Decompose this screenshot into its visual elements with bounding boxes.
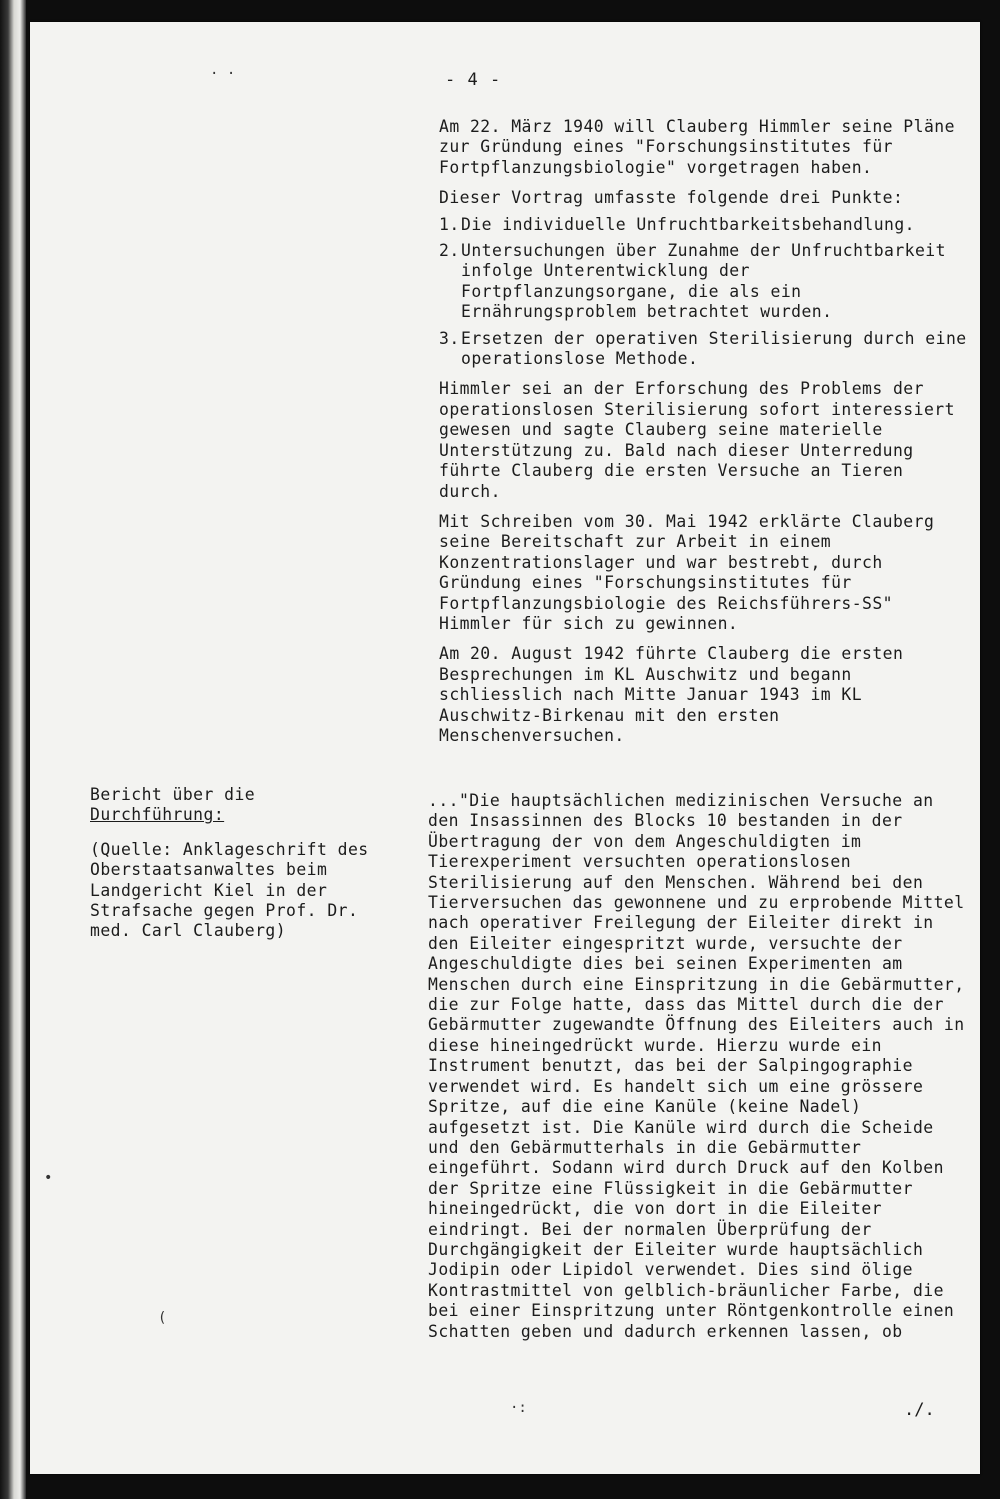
list-text: Die individuelle Unfruchtbarkeitsbehandlung. xyxy=(461,214,915,234)
quote-text: ..."Die hauptsächlichen medizinischen Versuche an den Insassinnen des Blocks 10 bestanden in der Übertragung der von dem Angeschuldigten im Tierexperiment versuchten operationslosen Sterilisierung auf den Menschen. Während bei den Tierversuchen das gewonnene und zu erprobende Mittel nach operativer Freilegung der Eileiter direkt in den Eileiter eingespritzt wurde, versuchte der Angeschuldigte dies bei seinen Experimenten am Menschen durch eine Einspritzung in die Gebärmutter, die zur Folge hatte, dass das Mittel durch die der Gebärmutter zugewandte Öffnung des Eileiters auch in diese hineingedrückt wurde. Hierzu wurde ein Instrument benutzt, das bei der Salpingographie verwendet wird. Es handelt sich um eine grössere Spritze, auf die eine Kanüle (keine Nadel) aufgesetzt ist. Die Kanüle wird durch die Scheide und den Gebärmutterhals in die Gebärmutter eingeführt. Sodann wird durch Druck auf den Kolben der Spritze eine Flüssigkeit in die Gebärmutter hineingedrückt, die von dort in die Eileiter eindringt. Bei der normalen Überprüfung der Durchgängigkeit der Eileiter wurde hauptsächlich Jodipin oder Lipidol verwendet. Dies sind ölige Kontrastmittel von gelblich-bräunlicher Farbe, die bei einer Einspritzung unter Röntgenkontrolle einen Schatten geben und dadurch erkennen lassen, ob xyxy=(428,791,965,1341)
margin-dot: • xyxy=(44,1170,53,1186)
document-page xyxy=(30,22,980,1474)
intro-paragraph: Am 22. März 1940 will Clauberg Himmler seine Pläne zur Gründung eines "Forschungsinstitutes für Fortpflanzungsbiologie" vorgetragen haben. xyxy=(439,117,955,177)
bottom-dots: ·: xyxy=(510,1400,527,1416)
top-marks: . . xyxy=(210,62,236,78)
indictment-quote xyxy=(428,791,974,1342)
continued-mark: ./. xyxy=(904,1400,935,1420)
lecture-intro: Dieser Vortrag umfasste folgende drei Punkte: xyxy=(439,188,904,208)
list-text: Untersuchungen über Zunahme der Unfruchtbarkeit infolge Unterentwicklung der Fortpflanzungsorgane, die als ein Ernährungsproblem betrachtet wurden. xyxy=(461,241,946,322)
margin-note xyxy=(90,785,390,942)
source-citation: (Quelle: Anklageschrift des Oberstaatsanwaltes beim Landgericht Kiel in der Strafsache gegen Prof. Dr. med. Carl Clauberg) xyxy=(90,839,369,941)
margin-heading xyxy=(90,785,390,826)
list-number: 2. xyxy=(439,241,460,261)
binder-spine xyxy=(0,0,26,1499)
august-paragraph: Am 20. August 1942 führte Clauberg die ersten Besprechungen im KL Auschwitz und begann schliesslich nach Mitte Januar 1943 im KL Auschwitz-Birkenau mit den ersten Menschenversuchen. xyxy=(439,644,904,745)
main-text-column xyxy=(439,117,971,756)
list-item xyxy=(439,329,971,370)
list-text: Ersetzen der operativen Sterilisierung durch eine operationslose Methode. xyxy=(461,328,967,369)
list-item xyxy=(439,215,971,235)
margin-heading-underlined: Durchführung: xyxy=(90,805,225,825)
page-number: - 4 - xyxy=(445,70,502,90)
list-item xyxy=(439,241,971,323)
margin-heading-line: Bericht über die xyxy=(90,785,256,804)
letter-paragraph: Mit Schreiben vom 30. Mai 1942 erklärte Clauberg seine Bereitschaft zur Arbeit in einem Konzentrationslager und war bestrebt, durch Gründung eines "Forschungsinstitutes für Fortpflanzungsbiologie des Reichsführers-SS" Himmler für sich zu gewinnen. xyxy=(439,511,935,633)
list-number: 1. xyxy=(439,214,460,234)
list-number: 3. xyxy=(439,328,460,348)
himmler-paragraph: Himmler sei an der Erforschung des Problems der operationslosen Sterilisierung sofort interessiert gewesen und sagte Clauberg seine materielle Unterstützung zu. Bald nach dieser Unterredung führte Clauberg die ersten Versuche an Tieren durch. xyxy=(439,379,955,501)
margin-tick: ( xyxy=(158,1310,167,1326)
